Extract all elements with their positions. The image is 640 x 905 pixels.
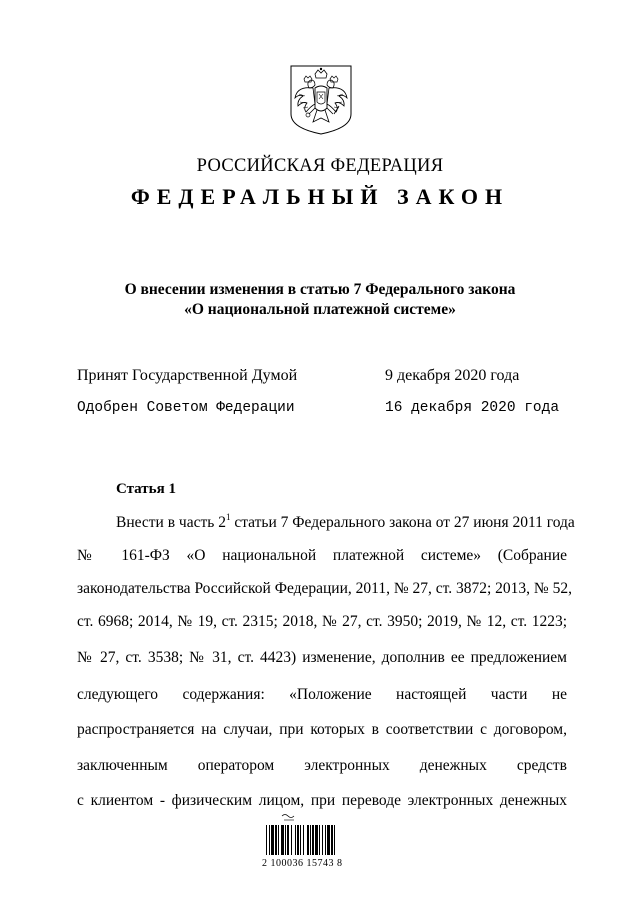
- article-text-line: заключенным оператором электронных денежных средств: [77, 757, 567, 774]
- article-text-line: Внести в часть $2^1$ статьи 7 Федерального закона от 27 июня 2011 года: [116, 512, 575, 531]
- article-text-line: законодательства Российской Федерации, 2011, № 27, ст. 3872; 2013, № 52,: [77, 580, 572, 597]
- law-type-heading: ФЕДЕРАЛЬНЫЙ ЗАКОН: [130, 184, 510, 209]
- council-label: Одобрен Советом Федерации: [77, 400, 295, 416]
- country-name: РОССИЙСКАЯ ФЕДЕРАЦИЯ: [196, 156, 444, 176]
- article-text-line: № 161-ФЗ «О национальной платежной системе» (Собрание: [77, 547, 567, 564]
- article-text-line: следующего содержания: «Положение настоящей части не: [77, 686, 567, 703]
- law-title-line: «О национальной платежной системе»: [184, 301, 456, 318]
- article-text-line: № 27, ст. 3538; № 31, ст. 4423) изменение, дополнив ее предложением: [77, 649, 567, 666]
- law-title: [0, 280, 640, 320]
- council-date: 16 декабря 2020 года: [385, 400, 560, 416]
- coat-of-arms-emblem: [289, 64, 353, 136]
- barcode-number: 2 100036 15743 8: [262, 858, 343, 869]
- duma-label: Принят Государственной Думой: [77, 367, 298, 384]
- article-text-line: ст. 6968; 2014, № 19, ст. 2315; 2018, № 27, ст. 3950; 2019, № 12, ст. 1223;: [77, 613, 567, 630]
- law-title-line: О внесении изменения в статью 7 Федерального закона: [124, 281, 516, 298]
- article-heading: Статья 1: [116, 481, 176, 497]
- duma-date: 9 декабря 2020 года: [385, 367, 520, 384]
- article-text-line: распространяется на случаи, при которых в соответствии с договором,: [77, 721, 567, 738]
- article-text-line: с клиентом - физическим лицом, при переводе электронных денежных: [77, 792, 567, 809]
